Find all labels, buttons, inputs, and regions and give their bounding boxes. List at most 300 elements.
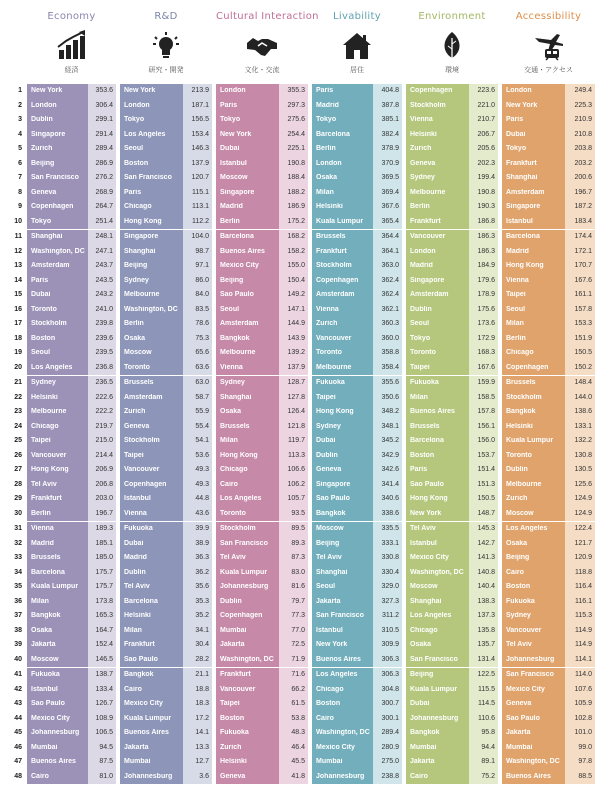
table-row <box>120 320 212 335</box>
city-name: Washington, DC <box>31 247 85 255</box>
table-row <box>216 495 308 510</box>
score-value: 203.8 <box>574 145 592 152</box>
score-value: 148.4 <box>574 379 592 386</box>
city-name: Boston <box>316 700 341 707</box>
city-name: Helsinki <box>124 612 151 619</box>
rank-number: 11 <box>14 233 22 240</box>
table-row <box>502 291 595 306</box>
table-row <box>120 335 212 350</box>
score-value: 61.5 <box>291 700 305 707</box>
city-name: Zurich <box>220 743 242 751</box>
table-row <box>502 671 595 686</box>
table-row <box>406 379 498 394</box>
score-value: 71.6 <box>291 671 305 678</box>
table-row <box>406 335 498 350</box>
city-name: Seoul <box>316 583 336 590</box>
score-value: 120.9 <box>574 554 592 561</box>
table-row <box>216 729 308 744</box>
table-row <box>27 744 116 759</box>
table-row <box>312 379 402 394</box>
table-row <box>502 729 595 744</box>
city-name: Chicago <box>31 422 59 430</box>
city-name: Copenhagen <box>506 363 549 371</box>
score-value: 275.6 <box>287 116 305 123</box>
city-name: Boston <box>506 583 531 590</box>
score-value: 236.5 <box>95 379 113 386</box>
score-value: 222.2 <box>95 408 113 415</box>
city-name: Vienna <box>506 276 529 284</box>
city-name: Beijing <box>410 671 434 678</box>
city-name: Osaka <box>124 334 146 342</box>
table-row <box>406 145 498 160</box>
city-name: Stockholm <box>124 437 160 444</box>
city-name: Boston <box>220 714 245 722</box>
score-value: 345.2 <box>381 437 399 444</box>
table-row <box>216 627 308 642</box>
category-title: Accessibility <box>515 11 582 22</box>
table-row <box>27 248 116 263</box>
table-row <box>406 408 498 423</box>
score-value: 21.1 <box>195 671 209 678</box>
city-name: Chicago <box>410 626 438 634</box>
table-row <box>406 394 498 409</box>
table-row <box>120 598 212 613</box>
table-row <box>502 116 595 131</box>
table-row <box>312 291 402 306</box>
table-row <box>27 335 116 350</box>
table-row <box>216 540 308 555</box>
score-value: 112.2 <box>192 217 209 225</box>
city-name: Amsterdam <box>124 393 163 401</box>
score-value: 137.9 <box>191 159 209 167</box>
score-value: 77.0 <box>291 626 305 634</box>
score-value: 236.8 <box>95 363 113 371</box>
score-value: 79.7 <box>291 597 305 605</box>
table-row <box>120 554 212 569</box>
table-row <box>312 423 402 438</box>
score-value: 186.3 <box>477 247 495 255</box>
city-name: Mexico City <box>220 262 259 269</box>
city-name: Tel Aviv <box>31 480 57 488</box>
score-value: 362.4 <box>381 291 399 298</box>
table-row <box>120 627 212 642</box>
city-name: Mexico City <box>316 743 355 751</box>
city-name: Fukuoka <box>410 379 439 386</box>
score-value: 36.2 <box>195 568 209 576</box>
score-value: 144.9 <box>287 320 305 327</box>
score-value: 153.7 <box>477 451 495 459</box>
table-row <box>502 481 595 496</box>
score-value: 222.6 <box>95 393 113 401</box>
city-name: Johannesburg <box>31 729 80 736</box>
table-row <box>502 583 595 598</box>
score-value: 131.4 <box>477 655 495 663</box>
city-name: Amsterdam <box>316 291 355 298</box>
city-name: Osaka <box>410 641 432 648</box>
city-name: Seoul <box>220 305 240 313</box>
table-row <box>406 729 498 744</box>
score-value: 81.0 <box>99 772 113 780</box>
table-row <box>312 773 402 788</box>
rank-number: 39 <box>14 641 22 648</box>
score-value: 126.4 <box>287 408 305 415</box>
table-row <box>406 423 498 438</box>
city-name: Beijing <box>316 539 340 547</box>
score-value: 306.3 <box>381 671 399 678</box>
table-row <box>216 700 308 715</box>
city-name: Osaka <box>220 408 242 415</box>
city-name: Shanghai <box>220 393 252 401</box>
city-name: Istanbul <box>410 539 437 547</box>
city-name: Brussels <box>410 422 440 430</box>
table-row <box>216 569 308 584</box>
table-row <box>312 408 402 423</box>
city-name: Washington, DC <box>124 305 178 313</box>
table-row <box>502 569 595 584</box>
city-name: Cairo <box>124 685 142 693</box>
score-value: 358.8 <box>381 349 399 356</box>
table-row <box>120 87 212 102</box>
table-row <box>502 408 595 423</box>
score-value: 71.9 <box>291 655 305 663</box>
score-value: 127.8 <box>287 393 305 401</box>
table-row <box>216 773 308 788</box>
table-row <box>312 598 402 613</box>
rank-number: 43 <box>14 700 22 707</box>
score-value: 114.5 <box>478 700 495 707</box>
rank-number: 17 <box>14 320 22 327</box>
city-name: New York <box>31 87 63 94</box>
score-value: 118.8 <box>575 568 592 576</box>
city-name: Amsterdam <box>506 188 545 196</box>
score-value: 210.7 <box>477 116 495 123</box>
city-name: Paris <box>410 466 428 473</box>
city-name: Buenos Aires <box>31 758 76 765</box>
city-name: Zurich <box>316 320 338 327</box>
score-value: 174.4 <box>574 233 592 240</box>
score-value: 363.0 <box>381 262 399 269</box>
table-row <box>502 554 595 569</box>
city-name: Melbourne <box>31 408 67 415</box>
score-value: 130.8 <box>574 451 592 459</box>
rank-number: 26 <box>14 451 22 459</box>
score-value: 138.6 <box>574 408 592 415</box>
city-name: Dubai <box>316 437 336 444</box>
score-value: 106.2 <box>287 480 305 488</box>
city-name: Geneva <box>124 422 150 430</box>
city-name: New York <box>220 130 252 138</box>
city-name: Zurich <box>410 145 432 152</box>
table-row <box>312 116 402 131</box>
city-name: Chicago <box>220 466 248 473</box>
score-value: 185.1 <box>95 539 113 547</box>
city-name: New York <box>124 87 156 94</box>
table-row <box>27 423 116 438</box>
city-name: Madrid <box>220 203 243 210</box>
table-row <box>312 335 402 350</box>
city-name: Mexico City <box>410 554 449 561</box>
score-value: 89.1 <box>481 758 495 765</box>
table-row <box>502 452 595 467</box>
score-value: 200.6 <box>574 174 592 181</box>
rank-number: 23 <box>14 408 22 415</box>
city-name: Hong Kong <box>220 451 258 459</box>
city-name: Helsinki <box>316 203 343 210</box>
score-value: 113.3 <box>288 451 305 459</box>
city-name: Berlin <box>220 217 240 225</box>
score-value: 83.0 <box>291 568 305 576</box>
city-name: San Francisco <box>410 655 458 663</box>
score-value: 310.5 <box>381 626 399 634</box>
rank-number: 12 <box>14 247 22 255</box>
city-name: Frankfurt <box>316 247 347 255</box>
city-name: Moscow <box>410 583 438 590</box>
score-value: 108.9 <box>95 714 113 722</box>
city-name: Zurich <box>31 145 53 152</box>
city-name: Dubai <box>410 700 430 707</box>
score-value: 221.0 <box>477 101 495 109</box>
city-name: New York <box>316 641 348 648</box>
city-name: Zurich <box>124 408 146 415</box>
city-name: Vienna <box>316 305 339 313</box>
city-name: San Francisco <box>506 671 554 678</box>
city-name: Barcelona <box>506 233 540 240</box>
table-row <box>502 262 595 277</box>
city-name: Taipei <box>506 291 526 298</box>
table-row <box>216 394 308 409</box>
table-row <box>216 320 308 335</box>
rank-number: 20 <box>14 363 22 371</box>
city-name: Helsinki <box>410 130 437 138</box>
ranking-column-r-d <box>120 0 212 800</box>
city-name: Sydney <box>316 422 341 430</box>
city-name: Sydney <box>31 379 56 386</box>
score-value: 147.1 <box>287 305 305 313</box>
city-name: Cairo <box>506 568 524 576</box>
city-name: Frankfurt <box>220 671 251 678</box>
city-name: London <box>316 159 342 167</box>
score-value: 14.1 <box>195 729 209 736</box>
score-value: 175.7 <box>95 583 113 590</box>
city-name: Barcelona <box>220 233 254 240</box>
table-row <box>406 700 498 715</box>
table-row <box>120 174 212 189</box>
score-value: 167.6 <box>477 363 495 371</box>
city-name: Vancouver <box>410 233 446 240</box>
score-value: 286.9 <box>95 159 113 167</box>
score-value: 190.8 <box>287 159 305 167</box>
rank-number: 31 <box>14 525 22 532</box>
table-row <box>406 540 498 555</box>
city-name: Kuala Lumpur <box>316 217 364 225</box>
score-value: 155.0 <box>287 262 305 269</box>
table-row <box>502 437 595 452</box>
city-name: Copenhagen <box>220 612 263 619</box>
city-name: Vienna <box>124 509 147 517</box>
city-name: Taipei <box>220 700 240 707</box>
table-row <box>502 715 595 730</box>
table-row <box>27 320 116 335</box>
city-name: Copenhagen <box>410 87 453 94</box>
city-name: Madrid <box>31 539 54 547</box>
city-name: Kuala Lumpur <box>506 437 554 444</box>
table-row <box>27 466 116 481</box>
score-value: 358.4 <box>381 363 399 371</box>
table-row <box>502 773 595 788</box>
city-name: Toronto <box>316 349 342 356</box>
city-name: Brussels <box>506 379 536 386</box>
city-name: Sydney <box>410 174 435 181</box>
score-value: 360.3 <box>381 320 399 327</box>
city-name: Vancouver <box>31 451 67 459</box>
city-name: Bangkok <box>124 671 154 678</box>
score-value: 300.7 <box>381 700 399 707</box>
city-name: Bangkok <box>220 334 250 342</box>
city-name: Istanbul <box>506 217 533 225</box>
city-name: Mumbai <box>410 743 437 751</box>
city-name: Hong Kong <box>410 495 448 502</box>
table-row <box>120 102 212 117</box>
city-name: Singapore <box>316 480 351 488</box>
score-value: 199.4 <box>477 174 495 181</box>
table-row <box>406 598 498 613</box>
rank-number: 2 <box>18 101 22 109</box>
table-row <box>502 87 595 102</box>
score-value: 18.3 <box>195 700 209 707</box>
city-name: Singapore <box>124 233 159 240</box>
score-value: 179.6 <box>477 276 495 284</box>
score-value: 141.3 <box>477 554 495 561</box>
city-name: Jakarta <box>410 758 435 765</box>
table-row <box>27 160 116 175</box>
score-value: 239.6 <box>95 334 113 342</box>
table-row <box>27 525 116 540</box>
score-value: 36.3 <box>195 554 209 561</box>
score-value: 188.4 <box>287 174 305 181</box>
city-name: London <box>124 101 150 109</box>
table-row <box>502 306 595 321</box>
table-row <box>216 277 308 292</box>
score-value: 146.3 <box>191 145 209 152</box>
score-value: 243.5 <box>95 276 113 284</box>
rank-number: 15 <box>14 291 22 298</box>
city-name: Beijing <box>506 554 530 561</box>
score-value: 362.4 <box>381 276 399 284</box>
score-value: 239.5 <box>95 349 113 356</box>
city-name: Vienna <box>220 363 243 371</box>
table-row <box>120 715 212 730</box>
table-row <box>27 452 116 467</box>
city-name: Copenhagen <box>316 276 359 284</box>
table-row <box>216 554 308 569</box>
table-row <box>120 291 212 306</box>
city-name: Jakarta <box>220 641 245 648</box>
score-value: 309.9 <box>381 641 399 648</box>
table-row <box>120 744 212 759</box>
city-name: Milan <box>124 626 142 634</box>
table-row <box>120 612 212 627</box>
table-row <box>406 87 498 102</box>
score-value: 55.4 <box>195 422 209 430</box>
table-row <box>216 583 308 598</box>
city-name: Fukuoka <box>220 729 249 736</box>
score-value: 83.5 <box>195 305 209 313</box>
rank-number: 42 <box>14 685 22 693</box>
score-value: 214.4 <box>95 451 113 459</box>
city-name: Los Angeles <box>410 612 452 619</box>
rank-number: 25 <box>14 437 22 444</box>
city-name: Barcelona <box>31 568 65 576</box>
table-row <box>120 160 212 175</box>
city-name: Fukuoka <box>316 379 345 386</box>
city-name: Seoul <box>124 145 144 152</box>
score-value: 97.1 <box>195 262 209 269</box>
table-row <box>502 394 595 409</box>
score-value: 187.2 <box>574 203 592 210</box>
city-name: Washington, DC <box>220 655 274 663</box>
city-name: Vienna <box>410 116 433 123</box>
city-name: Madrid <box>316 101 339 109</box>
table-row <box>216 131 308 146</box>
city-name: Jakarta <box>316 597 341 605</box>
score-value: 114.0 <box>575 671 592 678</box>
city-name: Istanbul <box>31 685 58 693</box>
score-value: 152.4 <box>95 641 113 648</box>
score-value: 63.6 <box>195 363 209 371</box>
score-value: 189.3 <box>95 525 113 532</box>
rank-number: 46 <box>14 743 22 751</box>
city-name: Copenhagen <box>124 480 167 488</box>
table-row <box>27 715 116 730</box>
table-row <box>406 320 498 335</box>
table-row <box>27 131 116 146</box>
ranking-column-environment <box>406 0 498 800</box>
score-value: 175.6 <box>477 305 495 313</box>
city-name: Taipei <box>410 363 430 371</box>
rank-number: 4 <box>18 130 22 138</box>
score-value: 77.3 <box>291 612 305 619</box>
city-name: Dubai <box>506 130 526 138</box>
table-row <box>27 277 116 292</box>
score-value: 183.4 <box>574 217 592 225</box>
city-name: Mumbai <box>506 743 533 751</box>
rank-number: 16 <box>14 305 22 313</box>
table-row <box>312 131 402 146</box>
score-value: 275.0 <box>381 758 399 765</box>
score-value: 178.9 <box>477 291 495 298</box>
table-row <box>312 627 402 642</box>
city-name: Dublin <box>316 451 338 459</box>
city-name: Melbourne <box>316 363 352 371</box>
score-value: 124.9 <box>574 495 592 502</box>
table-row <box>216 612 308 627</box>
city-name: Vienna <box>31 525 54 532</box>
table-row <box>120 145 212 160</box>
table-row <box>120 116 212 131</box>
table-row <box>27 233 116 248</box>
table-row <box>120 773 212 788</box>
city-name: Brussels <box>220 422 250 430</box>
city-name: Buenos Aires <box>124 729 169 736</box>
score-value: 249.4 <box>574 87 592 94</box>
score-value: 66.2 <box>291 685 305 693</box>
score-value: 121.7 <box>574 539 592 547</box>
city-name: Sao Paulo <box>31 700 65 707</box>
score-value: 113.1 <box>192 203 209 210</box>
city-name: Los Angeles <box>506 525 548 532</box>
city-name: Mexico City <box>31 714 70 722</box>
rank-number: 8 <box>18 188 22 196</box>
